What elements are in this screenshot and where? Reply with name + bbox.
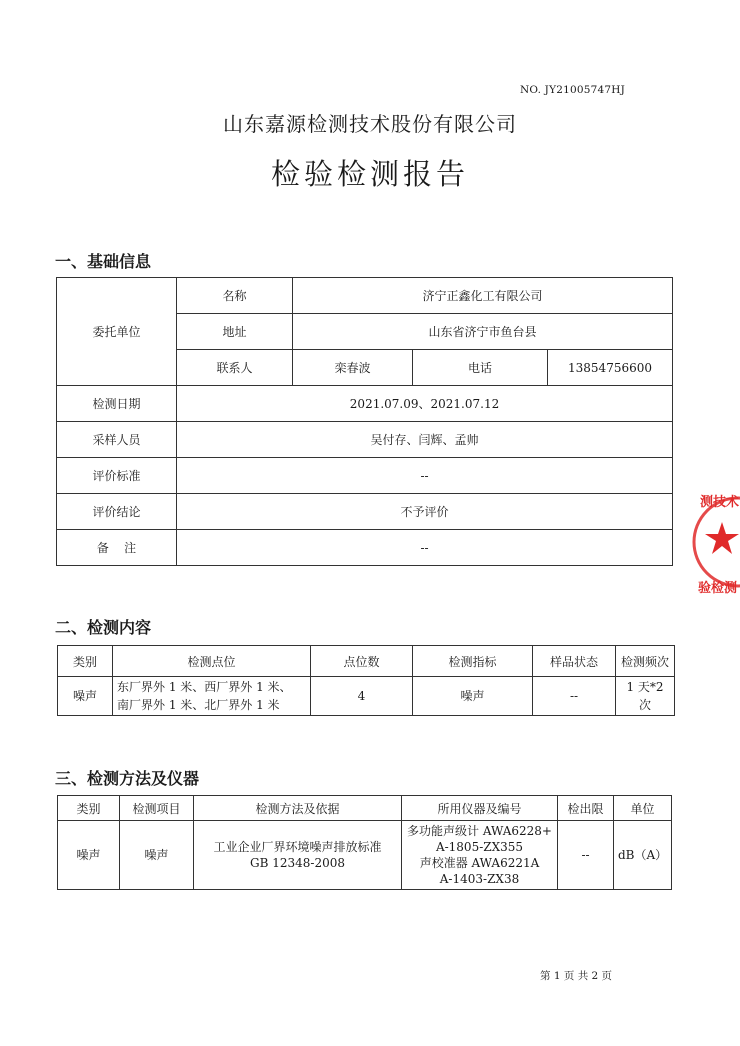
instrument-line: A-1403-ZX38: [439, 872, 520, 886]
sampler-label: 采样人员: [57, 422, 177, 458]
header-cell: 所用仪器及编号: [402, 796, 558, 821]
header-cell: 检测指标: [413, 646, 533, 677]
points-line: 南厂界外 1 米、北厂界外 1 米: [117, 698, 280, 712]
section-test-content-title: 二、检测内容: [55, 618, 152, 637]
report-number: NO. JY21005747HJ: [520, 84, 626, 96]
seal-text-top: 测技术: [700, 495, 740, 510]
seal-star: [705, 522, 739, 554]
detection-limit-cell: --: [558, 821, 614, 890]
section-basic-info-title: 一、基础信息: [55, 252, 152, 271]
table-row: [58, 677, 675, 716]
category-cell: 噪声: [58, 821, 120, 890]
header-cell: 检测项目: [120, 796, 194, 821]
instrument-line: 多功能声级计 AWA6228+: [407, 824, 552, 838]
section-method-title: 三、检测方法及仪器: [55, 769, 200, 788]
header-cell: 检测方法及依据: [194, 796, 402, 821]
basic-info-table: [56, 277, 673, 566]
indicator-cell: 噪声: [413, 677, 533, 716]
standard-value: --: [177, 458, 673, 494]
page-number: 第 1 页 共 2 页: [540, 970, 613, 982]
table-row: [57, 458, 673, 494]
date-label: 检测日期: [57, 386, 177, 422]
unit-cell: dB（A）: [614, 821, 672, 890]
seal-text-bottom: 验检测: [698, 581, 738, 596]
phone-label: 电话: [413, 350, 548, 386]
name-label: 名称: [177, 278, 293, 314]
points-line: 东厂界外 1 米、西厂界外 1 米、: [117, 680, 292, 694]
contact-label: 联系人: [177, 350, 293, 386]
header-cell: 检出限: [558, 796, 614, 821]
item-cell: 噪声: [120, 821, 194, 890]
instrument-line: 声校准器 AWA6221A: [419, 856, 540, 870]
table-row: [58, 821, 672, 890]
company-name: 山东嘉源检测技术股份有限公司: [223, 112, 517, 136]
table-row: [57, 278, 673, 314]
points-cell: [113, 677, 311, 716]
method-line: GB 12348-2008: [250, 856, 345, 870]
sample-state-cell: --: [533, 677, 616, 716]
address-label: 地址: [177, 314, 293, 350]
table-row: [57, 422, 673, 458]
header-cell: 样品状态: [533, 646, 616, 677]
name-value: 济宁正鑫化工有限公司: [293, 278, 673, 314]
header-cell: 检测点位: [113, 646, 311, 677]
sampler-value: 吴付存、闫辉、孟帅: [177, 422, 673, 458]
category-cell: 噪声: [58, 677, 113, 716]
header-cell: 类别: [58, 646, 113, 677]
instrument-line: A-1805-ZX355: [435, 840, 524, 854]
header-cell: 类别: [58, 796, 120, 821]
table-row: [57, 386, 673, 422]
date-value: 2021.07.09、2021.07.12: [177, 386, 673, 422]
header-cell: 点位数: [311, 646, 413, 677]
phone-value: 13854756600: [548, 350, 673, 386]
count-cell: 4: [311, 677, 413, 716]
remark-label: 备 注: [57, 530, 177, 566]
frequency-cell: 1 天*2 次: [616, 677, 675, 716]
table-row: [57, 530, 673, 566]
method-cell: [194, 821, 402, 890]
contact-value: 栾春波: [293, 350, 413, 386]
client-label: 委托单位: [57, 278, 177, 386]
instrument-cell: [402, 821, 558, 890]
table-header-row: [58, 646, 675, 677]
test-content-table: [57, 645, 675, 716]
remark-value: --: [177, 530, 673, 566]
header-cell: 检测频次: [616, 646, 675, 677]
report-title: 检验检测报告: [270, 157, 469, 191]
table-row: [57, 494, 673, 530]
address-value: 山东省济宁市鱼台县: [293, 314, 673, 350]
conclusion-label: 评价结论: [57, 494, 177, 530]
conclusion-value: 不予评价: [177, 494, 673, 530]
table-header-row: [58, 796, 672, 821]
header-cell: 单位: [614, 796, 672, 821]
company-seal-stamp: [690, 470, 740, 620]
method-line: 工业企业厂界环境噪声排放标准: [213, 840, 382, 854]
standard-label: 评价标准: [57, 458, 177, 494]
method-table: [57, 795, 672, 890]
